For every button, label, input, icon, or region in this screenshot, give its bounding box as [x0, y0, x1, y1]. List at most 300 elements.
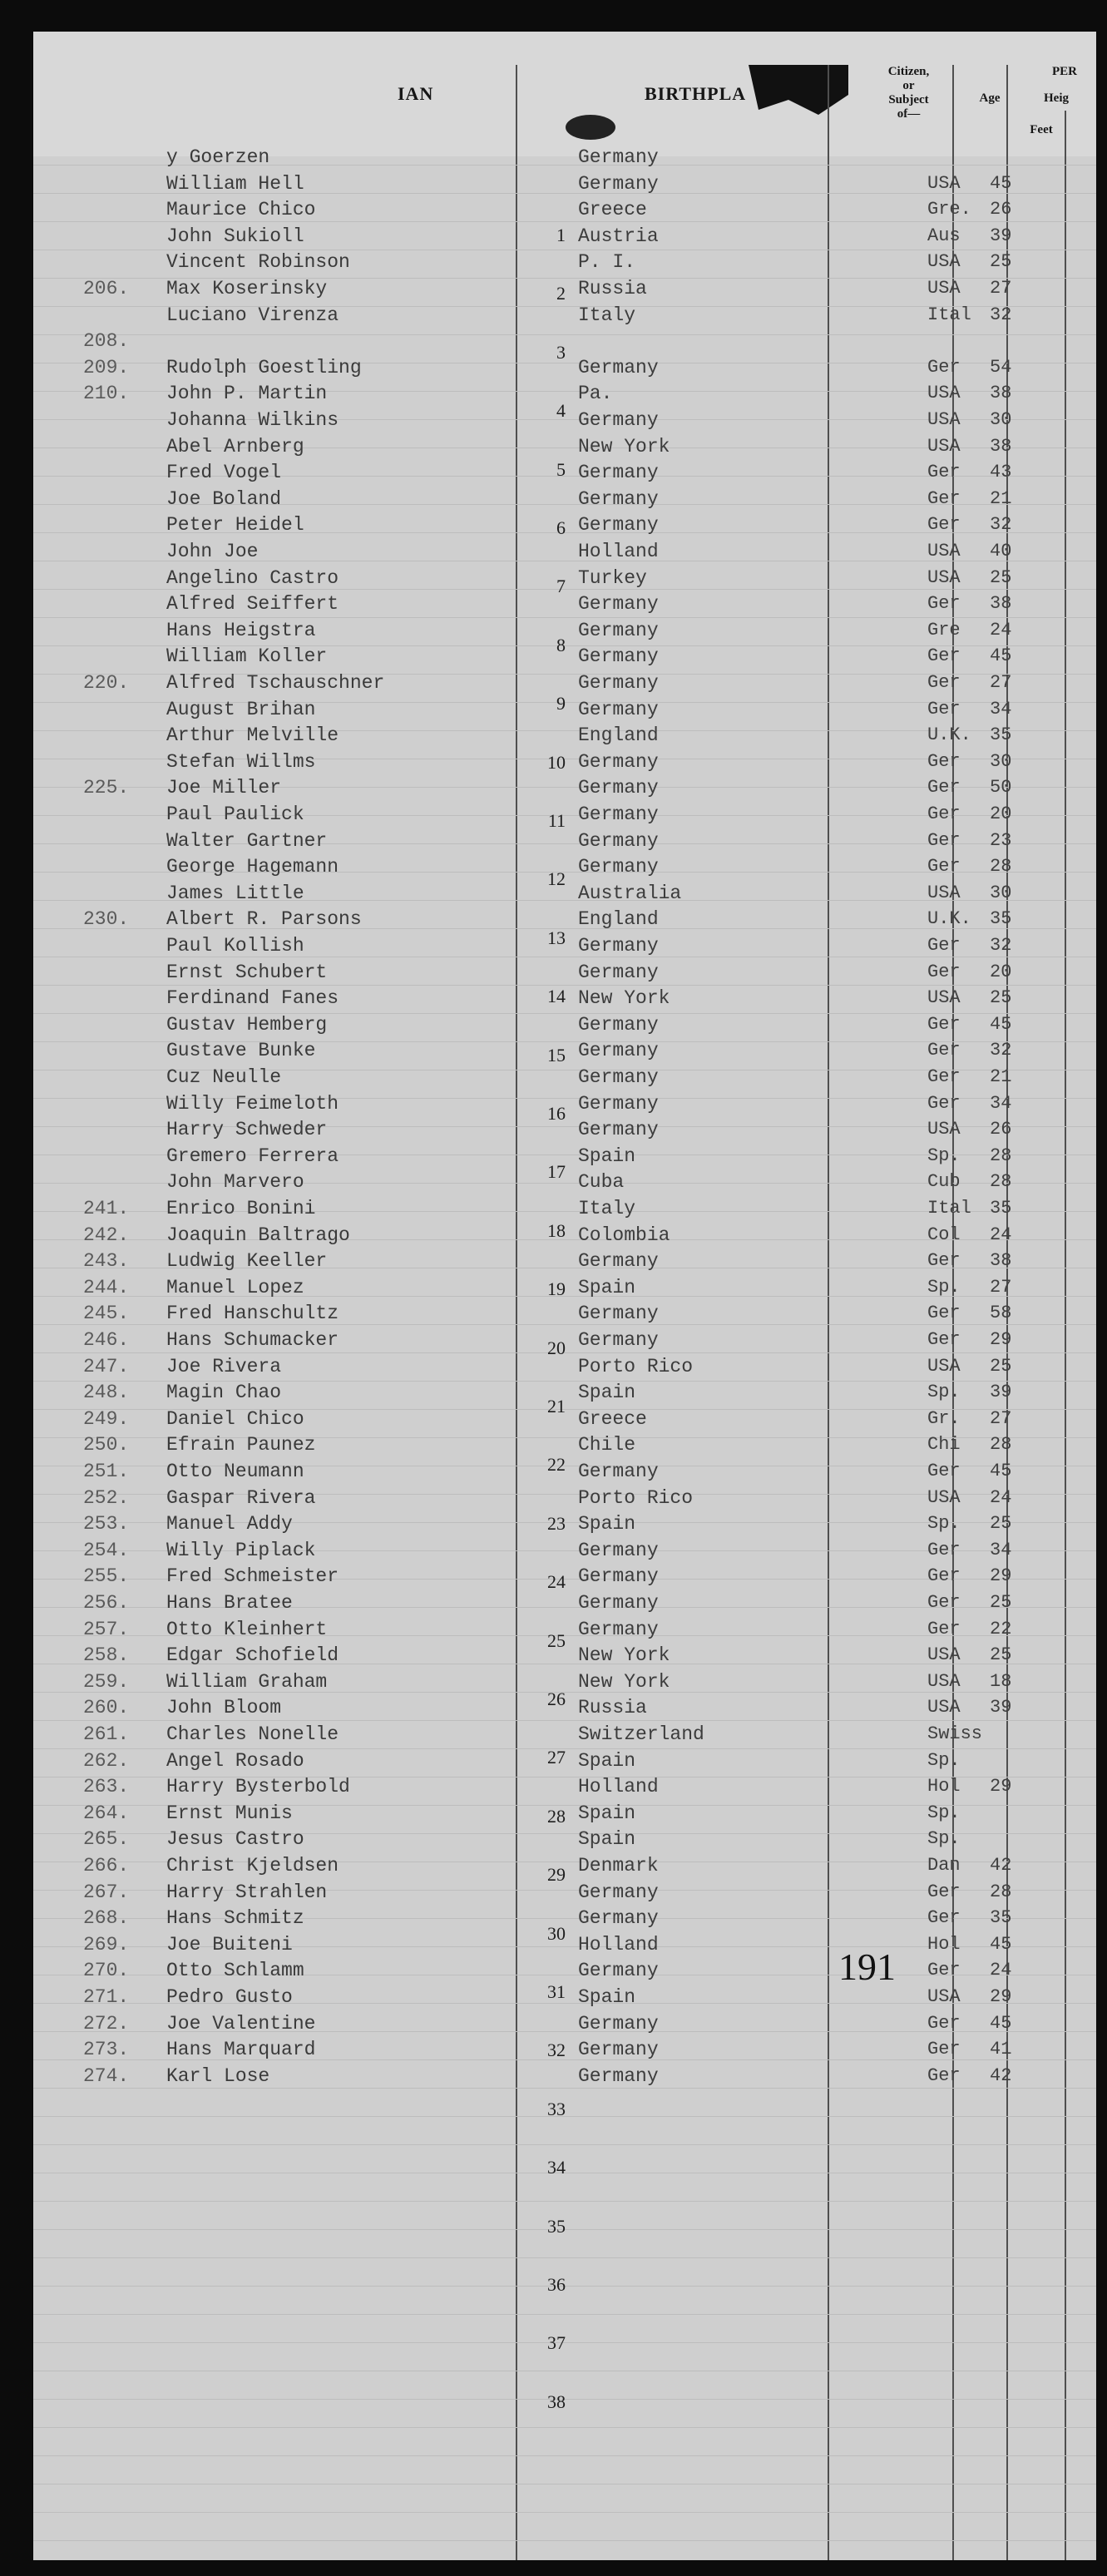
person-name: Willy Feimeloth [166, 1092, 339, 1115]
age-cell: 35 [990, 1198, 1012, 1219]
entry-number: 270. [83, 1960, 130, 1982]
citizenship-cell: USA [927, 172, 961, 194]
citizenship-cell: Col [927, 1224, 961, 1245]
entry-number: 265. [83, 1828, 130, 1851]
birthplace-cell: Germany [578, 672, 659, 694]
entry-number: 252. [83, 1486, 130, 1509]
age-cell: 25 [990, 1513, 1012, 1535]
line-number: 37 [547, 2332, 566, 2354]
person-name: Daniel Chico [166, 1407, 304, 1430]
citizenship-cell: Sp. [927, 1749, 961, 1771]
birthplace-cell: Greece [578, 199, 647, 221]
person-name: James Little [166, 882, 304, 904]
entry-number: 210. [83, 383, 130, 405]
age-cell: 21 [990, 487, 1012, 509]
entry-number: 264. [83, 1802, 130, 1824]
entry-number: 230. [83, 908, 130, 931]
entry-number: 247. [83, 1355, 130, 1377]
person-name: Ferdinand Fanes [166, 987, 339, 1010]
person-name: John Joe [166, 541, 259, 562]
entry-number: 255. [83, 1565, 130, 1588]
entry-number: 209. [83, 356, 130, 378]
person-name: Christ Kjeldsen [166, 1855, 339, 1876]
table-row [33, 487, 1096, 510]
birthplace-cell: Holland [578, 541, 659, 562]
birthplace-cell: Germany [578, 935, 659, 957]
person-name: Manuel Lopez [166, 1276, 304, 1298]
table-row [33, 1776, 1096, 1798]
person-name: John Sukioll [166, 225, 304, 247]
birthplace-cell: Porto Rico [578, 1486, 694, 1509]
age-cell: 29 [990, 1986, 1012, 2007]
birthplace-cell: Germany [578, 172, 659, 195]
person-name: Maurice Chico [166, 199, 316, 221]
person-name: Abel Arnberg [166, 435, 304, 457]
entry-number: 245. [83, 1303, 130, 1325]
table-row [33, 304, 1096, 326]
line-number: 3 [556, 341, 566, 363]
entry-number: 268. [83, 1907, 130, 1930]
age-cell: 21 [990, 1066, 1012, 1087]
citizenship-cell: Ger [927, 1303, 961, 1324]
line-number: 5 [556, 458, 566, 480]
row-rule [33, 2427, 1096, 2428]
line-number: 4 [556, 400, 566, 422]
age-cell: 42 [990, 2064, 1012, 2086]
birthplace-cell: Germany [578, 1250, 659, 1273]
person-name: Charles Nonelle [166, 1723, 339, 1745]
citizenship-cell: Hol [927, 1933, 961, 1955]
birthplace-cell: Germany [578, 1066, 659, 1088]
citizenship-cell: Sp. [927, 1145, 961, 1166]
table-row [33, 724, 1096, 747]
birthplace-cell: Germany [578, 2012, 659, 2035]
age-cell: 29 [990, 1776, 1012, 1797]
table-row [33, 908, 1096, 931]
citizenship-cell: Ger [927, 1066, 961, 1087]
line-number: 32 [547, 2040, 566, 2061]
person-name: Jesus Castro [166, 1828, 304, 1851]
line-number: 36 [547, 2274, 566, 2295]
citizenship-cell: Ger [927, 777, 961, 799]
row-rule [33, 2512, 1096, 2513]
age-cell: 25 [990, 1644, 1012, 1666]
line-number: 17 [547, 1161, 566, 1183]
person-name: Willy Piplack [166, 1539, 316, 1561]
citizenship-cell: USA [927, 882, 961, 903]
citizenship-cell: Gre [927, 619, 961, 640]
entry-number: 253. [83, 1513, 130, 1535]
person-name: Joe Valentine [166, 2012, 316, 2035]
table-row [33, 1250, 1096, 1273]
table-row [33, 2064, 1096, 2087]
citizenship-cell: USA [927, 566, 961, 588]
person-name: Hans Schmitz [166, 1907, 304, 1930]
table-row [33, 1723, 1096, 1745]
citizenship-cell: USA [927, 435, 961, 457]
birthplace-cell: Germany [578, 593, 659, 616]
person-name: Johanna Wilkins [166, 409, 339, 431]
table-row [33, 777, 1096, 799]
row-rule [33, 2314, 1096, 2315]
person-name: y Goerzen [166, 146, 270, 168]
table-row [33, 199, 1096, 221]
table-row [33, 1670, 1096, 1693]
person-name: Alfred Seiffert [166, 593, 339, 616]
entry-number: 258. [83, 1644, 130, 1667]
line-number: 31 [547, 1981, 566, 2002]
entry-number: 250. [83, 1434, 130, 1456]
entry-number: 271. [83, 1986, 130, 2008]
birthplace-cell: Holland [578, 1776, 659, 1798]
age-cell: 28 [990, 856, 1012, 878]
entry-number: 257. [83, 1618, 130, 1640]
age-cell: 27 [990, 672, 1012, 693]
table-row [33, 2012, 1096, 2035]
birthplace-cell: Pa. [578, 383, 613, 405]
birthplace-cell: Germany [578, 1461, 659, 1482]
table-row [33, 1486, 1096, 1509]
header-height: Heig [1044, 91, 1069, 105]
age-cell: 27 [990, 1407, 1012, 1429]
birthplace-cell: P. I. [578, 251, 636, 274]
entry-number: 246. [83, 1329, 130, 1351]
citizenship-cell: Ger [927, 487, 961, 509]
person-name: Fred Schmeister [166, 1565, 339, 1588]
table-row [33, 829, 1096, 852]
person-name: Angel Rosado [166, 1749, 304, 1772]
table-row [33, 541, 1096, 562]
age-cell: 35 [990, 908, 1012, 930]
age-cell: 35 [990, 724, 1012, 746]
age-cell: 27 [990, 278, 1012, 299]
person-name: Edgar Schofield [166, 1644, 339, 1667]
birthplace-cell: Germany [578, 1592, 659, 1614]
citizenship-cell: USA [927, 251, 961, 273]
citizenship-cell: Sp. [927, 1276, 961, 1298]
age-cell: 20 [990, 803, 1012, 824]
birthplace-cell: Chile [578, 1434, 636, 1456]
row-rule [33, 617, 1096, 618]
line-number: 33 [547, 2098, 566, 2119]
table-row [33, 251, 1096, 274]
person-name: Fred Vogel [166, 462, 282, 484]
person-name: Joe Miller [166, 777, 282, 799]
person-name: Otto Kleinhert [166, 1618, 328, 1640]
age-cell: 27 [990, 1276, 1012, 1298]
line-number: 30 [547, 1922, 566, 1944]
table-row [33, 146, 1096, 168]
citizenship-cell: Cub [927, 1171, 961, 1193]
age-cell: 24 [990, 1224, 1012, 1245]
citizenship-cell: Ger [927, 1329, 961, 1350]
entry-number: 208. [83, 330, 130, 353]
entry-number: 266. [83, 1855, 130, 1876]
birthplace-cell: Spain [578, 1986, 636, 2008]
table-row [33, 1828, 1096, 1851]
person-name: Cuz Neulle [166, 1066, 282, 1088]
citizenship-cell: Ger [927, 750, 961, 772]
person-name: Manuel Addy [166, 1513, 293, 1535]
header-citizen [865, 65, 952, 121]
citizenship-cell: Sp. [927, 1828, 961, 1850]
birthplace-cell: Spain [578, 1276, 636, 1298]
table-row [33, 672, 1096, 694]
birthplace-cell: New York [578, 987, 670, 1010]
line-number: 1 [556, 225, 566, 245]
person-name: William Graham [166, 1670, 328, 1693]
citizenship-cell: Ger [927, 2012, 961, 2034]
header-birthplace: BIRTHPLA [645, 83, 747, 104]
age-cell: 39 [990, 225, 1012, 246]
citizenship-cell: Ger [927, 514, 961, 536]
header-age: Age [979, 91, 1001, 105]
age-cell: 54 [990, 356, 1012, 378]
line-number: 23 [547, 1512, 566, 1534]
line-number: 9 [556, 693, 566, 714]
table-row [33, 1907, 1096, 1930]
line-number: 29 [547, 1864, 566, 1886]
citizenship-cell: Ger [927, 2064, 961, 2086]
age-cell: 28 [990, 1881, 1012, 1902]
table-row [33, 383, 1096, 405]
birthplace-cell: Germany [578, 356, 659, 378]
citizenship-cell: USA [927, 1119, 961, 1140]
table-row [33, 1013, 1096, 1036]
age-cell: 45 [990, 1933, 1012, 1955]
entry-number: 251. [83, 1461, 130, 1482]
age-cell: 38 [990, 1250, 1012, 1272]
citizenship-cell: Gr. [927, 1407, 961, 1429]
birthplace-cell: Germany [578, 1119, 659, 1141]
table-row [33, 1592, 1096, 1614]
birthplace-cell: Italy [578, 1198, 636, 1219]
birthplace-cell: Germany [578, 462, 659, 484]
person-name: Efrain Paunez [166, 1434, 316, 1456]
citizenship-cell: Ger [927, 462, 961, 483]
age-cell: 30 [990, 750, 1012, 772]
age-cell: 45 [990, 645, 1012, 667]
person-name: Pedro Gusto [166, 1986, 293, 2008]
table-row [33, 961, 1096, 983]
row-rule [33, 2257, 1096, 2258]
row-rule [33, 2540, 1096, 2541]
line-number: 38 [547, 2391, 566, 2412]
person-name: George Hagemann [166, 856, 339, 878]
line-number: 10 [547, 751, 566, 773]
age-cell: 34 [990, 1539, 1012, 1560]
birthplace-cell: Germany [578, 1329, 659, 1351]
age-cell: 29 [990, 1565, 1012, 1587]
table-row [33, 435, 1096, 457]
citizenship-cell: Hol [927, 1776, 961, 1797]
person-name: Fred Hanschultz [166, 1303, 339, 1325]
document-sheet [33, 32, 1096, 2560]
line-number: 35 [547, 2215, 566, 2237]
birthplace-cell: Denmark [578, 1855, 659, 1876]
citizenship-cell: Dan [927, 1855, 961, 1876]
citizenship-cell: USA [927, 1644, 961, 1666]
entry-number: 263. [83, 1776, 130, 1798]
line-number: 34 [547, 2157, 566, 2178]
person-name: Gustav Hemberg [166, 1013, 328, 1036]
person-name: Otto Schlamm [166, 1960, 304, 1982]
citizenship-cell: USA [927, 1986, 961, 2007]
citizenship-cell: USA [927, 541, 961, 561]
person-name: Vincent Robinson [166, 251, 350, 274]
citizenship-cell: USA [927, 987, 961, 1009]
person-name: Harry Strahlen [166, 1881, 328, 1903]
table-row [33, 1145, 1096, 1167]
age-cell: 35 [990, 1907, 1012, 1929]
citizenship-cell: Sp. [927, 1382, 961, 1403]
entry-number: 225. [83, 777, 130, 799]
age-cell: 28 [990, 1171, 1012, 1193]
age-cell: 41 [990, 2039, 1012, 2060]
citizenship-cell: Ger [927, 935, 961, 956]
birthplace-cell: Germany [578, 645, 659, 668]
birthplace-cell: Cuba [578, 1171, 625, 1194]
birthplace-cell: New York [578, 435, 670, 457]
person-name: Joe Boland [166, 487, 282, 510]
birthplace-cell: Germany [578, 829, 659, 852]
citizenship-cell: USA [927, 278, 961, 299]
birthplace-cell: Germany [578, 1013, 659, 1036]
birthplace-cell: New York [578, 1670, 670, 1693]
person-name: Karl Lose [166, 2064, 270, 2087]
row-rule [33, 2088, 1096, 2089]
citizenship-cell: Ger [927, 1907, 961, 1929]
person-name: John Bloom [166, 1697, 282, 1719]
age-cell: 30 [990, 409, 1012, 430]
age-cell: 58 [990, 1303, 1012, 1324]
citizenship-cell: Ger [927, 1565, 961, 1587]
birthplace-cell: Germany [578, 514, 659, 536]
age-cell: 28 [990, 1434, 1012, 1456]
age-cell: 38 [990, 383, 1012, 404]
citizenship-cell: Ger [927, 1881, 961, 1902]
citizenship-cell: Ger [927, 856, 961, 878]
line-number: 12 [547, 868, 566, 890]
entry-number: 272. [83, 2012, 130, 2035]
birthplace-cell: Germany [578, 961, 659, 983]
header-name: IAN [398, 83, 434, 104]
person-name: Harry Bysterbold [166, 1776, 350, 1798]
birthplace-cell: England [578, 724, 659, 747]
person-name: Gremero Ferrera [166, 1145, 339, 1167]
entry-number: 206. [83, 278, 130, 299]
person-name: Otto Neumann [166, 1461, 304, 1482]
ink-blot [566, 115, 615, 140]
citizenship-cell: Ger [927, 1539, 961, 1560]
header-citizen-line2: or [902, 79, 915, 92]
person-name: Gaspar Rivera [166, 1486, 316, 1509]
line-number: 24 [547, 1571, 566, 1593]
person-name: Harry Schweder [166, 1119, 328, 1141]
entry-number: 269. [83, 1933, 130, 1955]
citizenship-cell: Ger [927, 672, 961, 693]
entry-number: 259. [83, 1670, 130, 1693]
birthplace-cell: Germany [578, 1040, 659, 1062]
header-citizen-line4: of— [897, 107, 921, 121]
citizenship-cell: Gre. [927, 199, 971, 220]
citizenship-cell: U.K. [927, 908, 971, 930]
person-name: Luciano Virenza [166, 304, 339, 326]
age-cell: 38 [990, 593, 1012, 615]
citizenship-cell: Ger [927, 593, 961, 615]
birthplace-cell: Germany [578, 409, 659, 431]
age-cell: 39 [990, 1697, 1012, 1718]
birthplace-cell: Germany [578, 619, 659, 641]
entry-number: 256. [83, 1592, 130, 1614]
entry-number: 261. [83, 1723, 130, 1745]
birthplace-cell: Germany [578, 2039, 659, 2061]
birthplace-cell: Greece [578, 1407, 647, 1430]
age-cell: 24 [990, 1960, 1012, 1981]
birthplace-cell: Switzerland [578, 1723, 704, 1745]
entry-number: 273. [83, 2039, 130, 2061]
citizenship-cell: Swiss [927, 1723, 983, 1744]
entry-number: 244. [83, 1276, 130, 1298]
birthplace-cell: England [578, 908, 659, 931]
line-number: 8 [556, 634, 566, 655]
person-name: Joe Buiteni [166, 1933, 293, 1955]
entry-number: 254. [83, 1539, 130, 1561]
person-name: August Brihan [166, 698, 316, 720]
entry-number: 262. [83, 1749, 130, 1772]
birthplace-cell: Spain [578, 1749, 636, 1772]
person-name: Arthur Melville [166, 724, 339, 747]
birthplace-cell: Germany [578, 803, 659, 825]
citizenship-cell: Ital [927, 304, 971, 325]
citizenship-cell: Ger [927, 356, 961, 378]
birthplace-cell: Germany [578, 487, 659, 510]
person-name: Ernst Munis [166, 1802, 293, 1824]
age-cell: 34 [990, 1092, 1012, 1114]
person-name: Rudolph Goestling [166, 356, 362, 378]
line-number: 27 [547, 1747, 566, 1768]
age-cell: 43 [990, 462, 1012, 483]
birthplace-cell: Spain [578, 1828, 636, 1851]
person-name: Ludwig Keeller [166, 1250, 328, 1273]
citizenship-cell: Ger [927, 1092, 961, 1114]
person-name: Hans Bratee [166, 1592, 293, 1614]
age-cell: 40 [990, 541, 1012, 561]
birthplace-cell: Germany [578, 1960, 659, 1982]
header-feet: Feet [1030, 123, 1053, 136]
birthplace-cell: Germany [578, 1618, 659, 1640]
birthplace-cell: Turkey [578, 566, 647, 589]
person-name: Angelino Castro [166, 566, 339, 589]
age-cell: 28 [990, 1145, 1012, 1166]
person-name: Enrico Bonini [166, 1198, 316, 1219]
birthplace-cell: Austria [578, 225, 659, 247]
person-name: Paul Kollish [166, 935, 304, 957]
age-cell: 42 [990, 1855, 1012, 1876]
person-name: Max Koserinsky [166, 278, 328, 299]
entry-number: 220. [83, 672, 130, 694]
birthplace-cell: Russia [578, 278, 647, 299]
age-cell: 45 [990, 1461, 1012, 1481]
person-name: Alfred Tschauschner [166, 672, 385, 694]
line-number: 20 [547, 1337, 566, 1358]
birthplace-cell: Germany [578, 750, 659, 773]
birthplace-cell: Russia [578, 1697, 647, 1719]
birthplace-cell: Spain [578, 1145, 636, 1167]
citizenship-cell: Ger [927, 1250, 961, 1272]
birthplace-cell: Germany [578, 777, 659, 799]
citizenship-cell: Ger [927, 803, 961, 824]
